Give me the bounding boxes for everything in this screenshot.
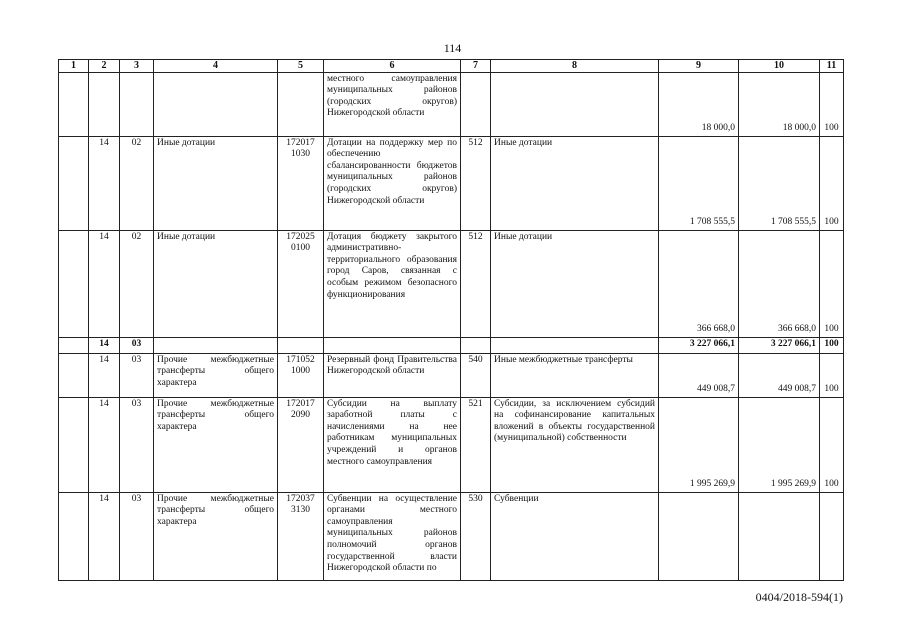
cell-plan-amount <box>659 492 739 580</box>
cell-col1 <box>59 353 89 397</box>
cell-actual-amount: 18 000,0 <box>739 72 820 136</box>
col-header-9: 9 <box>659 60 739 73</box>
cell-expense-name: Иные межбюджетные трансферты <box>491 353 659 397</box>
col-header-1: 1 <box>59 60 89 73</box>
cell-target-name: местного самоуправления муниципальных районов (городских округов) Нижегородской области <box>324 72 461 136</box>
cell-section: 14 <box>89 337 120 353</box>
cell-percent <box>820 492 844 580</box>
table-row <box>59 492 844 580</box>
cell-subsection: 03 <box>120 397 154 492</box>
table-row <box>59 230 844 337</box>
cell-expense-code: 530 <box>461 492 491 580</box>
cell-actual-amount: 366 668,0 <box>739 230 820 337</box>
cell-subsection: 03 <box>120 353 154 397</box>
cell-actual-amount <box>739 492 820 580</box>
cell-col1 <box>59 230 89 337</box>
cell-percent: 100 <box>820 397 844 492</box>
col-header-5: 5 <box>278 60 324 73</box>
col-header-7: 7 <box>461 60 491 73</box>
cell-subsection-name: Иные дотации <box>154 230 278 337</box>
cell-target-name: Резервный фонд Правительства Нижегородской области <box>324 353 461 397</box>
cell-section: 14 <box>89 230 120 337</box>
cell-subsection-name: Прочие межбюджетные трансферты общего характера <box>154 353 278 397</box>
cell-target-name <box>324 337 461 353</box>
cell-expense-name <box>491 72 659 136</box>
col-header-4: 4 <box>154 60 278 73</box>
cell-percent: 100 <box>820 136 844 230</box>
cell-expense-code: 540 <box>461 353 491 397</box>
cell-plan-amount: 18 000,0 <box>659 72 739 136</box>
cell-target-name: Дотация бюджету закрытого административно-территориального образования город Саров, связанная с особым режимом безопасного функционирования <box>324 230 461 337</box>
cell-plan-amount: 366 668,0 <box>659 230 739 337</box>
table-row <box>59 397 844 492</box>
cell-plan-amount: 1 995 269,9 <box>659 397 739 492</box>
cell-target-code: 172017 2090 <box>278 397 324 492</box>
cell-subsection-name <box>154 72 278 136</box>
cell-section <box>89 72 120 136</box>
cell-target-code <box>278 72 324 136</box>
cell-expense-name: Иные дотации <box>491 136 659 230</box>
cell-percent: 100 <box>820 353 844 397</box>
cell-col1 <box>59 136 89 230</box>
cell-subsection-name: Прочие межбюджетные трансферты общего характера <box>154 397 278 492</box>
cell-section: 14 <box>89 397 120 492</box>
cell-target-code: 171052 1000 <box>278 353 324 397</box>
cell-col1 <box>59 337 89 353</box>
cell-target-code: 172037 3130 <box>278 492 324 580</box>
cell-target-name: Субсидии на выплату заработной платы с начислениями на нее работникам муниципальных учреждений и органов местного самоуправления <box>324 397 461 492</box>
cell-expense-name: Субвенции <box>491 492 659 580</box>
cell-percent: 100 <box>820 337 844 353</box>
cell-section: 14 <box>89 353 120 397</box>
cell-subsection-name <box>154 337 278 353</box>
page-number: 114 <box>443 41 462 55</box>
cell-subsection: 02 <box>120 230 154 337</box>
cell-subsection-name: Иные дотации <box>154 136 278 230</box>
cell-expense-name: Субсидии, за исключением субсидий на софинансирование капитальных вложений в объекты государственной (муниципальной) собственности <box>491 397 659 492</box>
cell-subsection: 02 <box>120 136 154 230</box>
cell-expense-code: 512 <box>461 136 491 230</box>
cell-plan-amount: 449 008,7 <box>659 353 739 397</box>
cell-col1 <box>59 492 89 580</box>
cell-subsection: 03 <box>120 337 154 353</box>
table-row <box>59 72 844 136</box>
cell-expense-code <box>461 72 491 136</box>
col-header-8: 8 <box>491 60 659 73</box>
cell-expense-code: 521 <box>461 397 491 492</box>
cell-percent: 100 <box>820 72 844 136</box>
cell-section: 14 <box>89 492 120 580</box>
col-header-11: 11 <box>820 60 844 73</box>
col-header-2: 2 <box>89 60 120 73</box>
budget-table <box>58 59 844 581</box>
cell-section: 14 <box>89 136 120 230</box>
cell-target-name: Субвенции на осуществление органами местного самоуправления муниципальных районов полномочий органов государственной власти Нижегородской области по <box>324 492 461 580</box>
cell-target-name: Дотации на поддержку мер по обеспечению сбалансированности бюджетов муниципальных районов (городских округов) Нижегородской области <box>324 136 461 230</box>
cell-target-code <box>278 337 324 353</box>
col-header-10: 10 <box>739 60 820 73</box>
cell-subsection <box>120 72 154 136</box>
header-row <box>59 60 844 73</box>
cell-plan-amount: 3 227 066,1 <box>659 337 739 353</box>
cell-expense-code <box>461 337 491 353</box>
cell-expense-code: 512 <box>461 230 491 337</box>
cell-percent: 100 <box>820 230 844 337</box>
cell-expense-name <box>491 337 659 353</box>
col-header-3: 3 <box>120 60 154 73</box>
table-row <box>59 136 844 230</box>
cell-subsection: 03 <box>120 492 154 580</box>
cell-actual-amount: 1 995 269,9 <box>739 397 820 492</box>
table-row <box>59 353 844 397</box>
cell-subsection-name: Прочие межбюджетные трансферты общего характера <box>154 492 278 580</box>
col-header-6: 6 <box>324 60 461 73</box>
cell-target-code: 172017 1030 <box>278 136 324 230</box>
subtotal-row <box>59 337 844 353</box>
cell-col1 <box>59 397 89 492</box>
cell-col1 <box>59 72 89 136</box>
document-code: 0404/2018-594(1) <box>755 590 843 604</box>
cell-target-code: 172025 0100 <box>278 230 324 337</box>
cell-actual-amount: 1 708 555,5 <box>739 136 820 230</box>
cell-plan-amount: 1 708 555,5 <box>659 136 739 230</box>
cell-actual-amount: 3 227 066,1 <box>739 337 820 353</box>
cell-actual-amount: 449 008,7 <box>739 353 820 397</box>
cell-expense-name: Иные дотации <box>491 230 659 337</box>
